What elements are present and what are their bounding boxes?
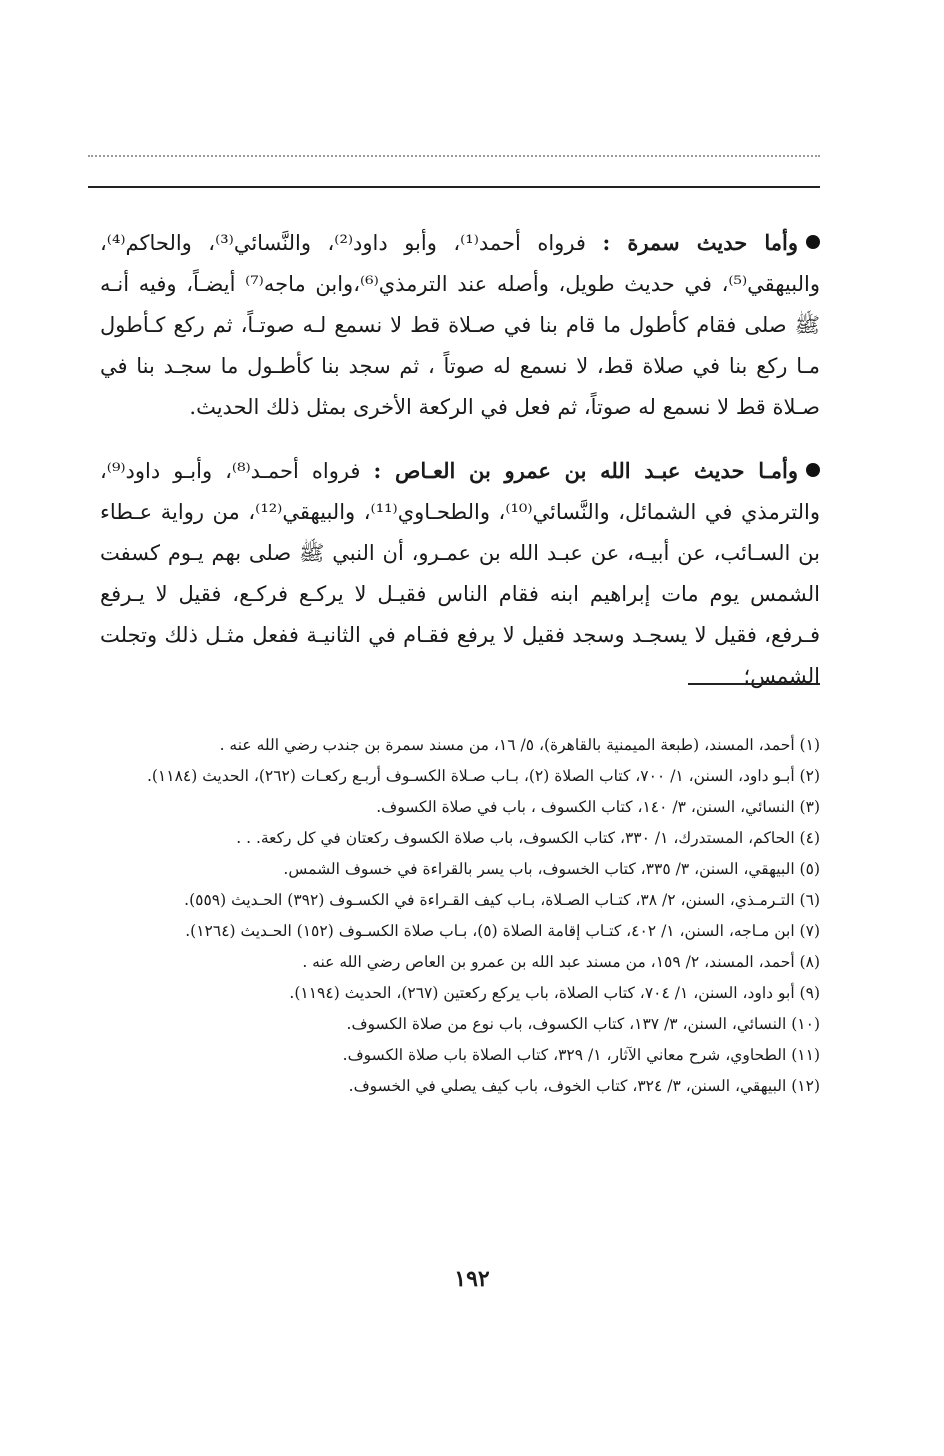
paragraph-abdullah-hadith (100, 450, 820, 697)
footnotes-list (96, 730, 820, 1102)
footnote-separator (688, 683, 820, 685)
bullet-icon (806, 463, 820, 477)
footnote-11: (١١) الطحاوي، شرح معاني الآثار، ١/ ٣٢٩، كتاب الصلاة باب صلاة الكسوف. (342, 1046, 820, 1064)
paragraph-heading: وأما حديث سمرة : (602, 230, 798, 255)
header-dotted-rule (88, 155, 820, 157)
footnote-3: (٣) النسائي، السنن، ٣/ ١٤٠، كتاب الكسوف ، باب في صلاة الكسوف. (376, 798, 820, 816)
footnote-4: (٤) الحاكم، المستدرك، ١/ ٣٣٠، كتاب الكسوف، باب صلاة الكسوف ركعتان في كل ركعة. . . (236, 829, 820, 847)
footnote-5: (٥) البيهقي، السنن، ٣/ ٣٣٥، كتاب الخسوف، باب يسر بالقراءة في خسوف الشمس. (283, 860, 820, 878)
footnote-6: (٦) التـرمـذي، السنن، ٢/ ٣٨، كتـاب الصـلاة، بـاب كيف القـراءة في الكسـوف (٣٩٢) الحـديث (٥٥٩). (184, 891, 820, 909)
footnote-7: (٧) ابن مـاجه، السنن، ١/ ٤٠٢، كتـاب إقامة الصلاة (٥)، بـاب صلاة الكسـوف (١٥٢) الحـديث (١٢٦٤). (185, 922, 820, 940)
paragraph-text: فرواه أحمـد⁽⁸⁾، وأبـو داود⁽⁹⁾، والترمذي في الشمائل، والنَّسائي⁽¹⁰⁾، والطحـاوي⁽¹¹⁾، والبيهقي⁽¹²⁾، من رواية عـطاء بن السـائب، عن أبيـه، عن عبـد الله بن عمـرو، أن النبي ﷺ صلى بهم يـوم كسفت الشمس يوم مات إبراهيم ابنه فقام الناس فقيـل لا يركـع فركـع، فقيل لا يـرفع فـرفع، فقيل لا يسجـد وسجد فقيل لا يرفع فقـام في الثانيـة ففعل مثـل ذلك وتجلت الشمس؛ (100, 459, 821, 688)
paragraph-heading: وأمـا حديث عبـد الله بن عمرو بن العـاص : (373, 458, 798, 483)
footnote-2: (٢) أبـو داود، السنن، ١/ ٧٠٠، كتاب الصلاة (٢)، بـاب صـلاة الكسـوف أربـع ركعـات (٢٦٢)، الحديث (١١٨٤). (146, 767, 820, 785)
page-number: ١٩٢ (454, 1266, 490, 1292)
bullet-icon (806, 235, 820, 249)
footnote-1: (١) أحمد، المسند، (طبعة الميمنية بالقاهرة)، ٥/ ١٦، من مسند سمرة بن جندب رضي الله عنه . (219, 736, 820, 754)
main-text (100, 222, 820, 707)
footnote-8: (٨) أحمد، المسند، ٢/ ١٥٩، من مسند عبد الله بن عمرو بن العاص رضي الله عنه . (302, 953, 820, 971)
paragraph-text: فرواه أحمد⁽¹⁾، وأبو داود⁽²⁾، والنَّسائي⁽³⁾، والحاكم⁽⁴⁾، والبيهقي⁽⁵⁾، في حديث طويل، وأصله عند الترمذي⁽⁶⁾،وابن ماجه⁽⁷⁾ أيضـاً، وفيه أنـه ﷺ صلى فقام كأطول ما قام بنا في صـلاة قط لا نسمع لـه صوتـاً، ثم ركع كـأطول مـا ركع بنا في صلاة قط، لا نسمع له صوتاً ، ثم سجد بنا كأطـول ما سجـد بنا في صـلاة قط لا نسمع له صوتاً، ثم فعل في الركعة الأخرى بمثل ذلك الحديث. (100, 231, 820, 419)
footnote-12: (١٢) البيهقي، السنن، ٣/ ٣٢٤، كتاب الخوف، باب كيف يصلي في الخسوف. (348, 1077, 820, 1095)
footnote-9: (٩) أبو داود، السنن، ١/ ٧٠٤، كتاب الصلاة، باب يركع ركعتين (٢٦٧)، الحديث (١١٩٤). (289, 984, 820, 1002)
footnote-10: (١٠) النسائي، السنن، ٣/ ١٣٧، كتاب الكسوف، باب نوع من صلاة الكسوف. (346, 1015, 820, 1033)
paragraph-samura-hadith (100, 222, 820, 428)
header-solid-rule (88, 186, 820, 188)
